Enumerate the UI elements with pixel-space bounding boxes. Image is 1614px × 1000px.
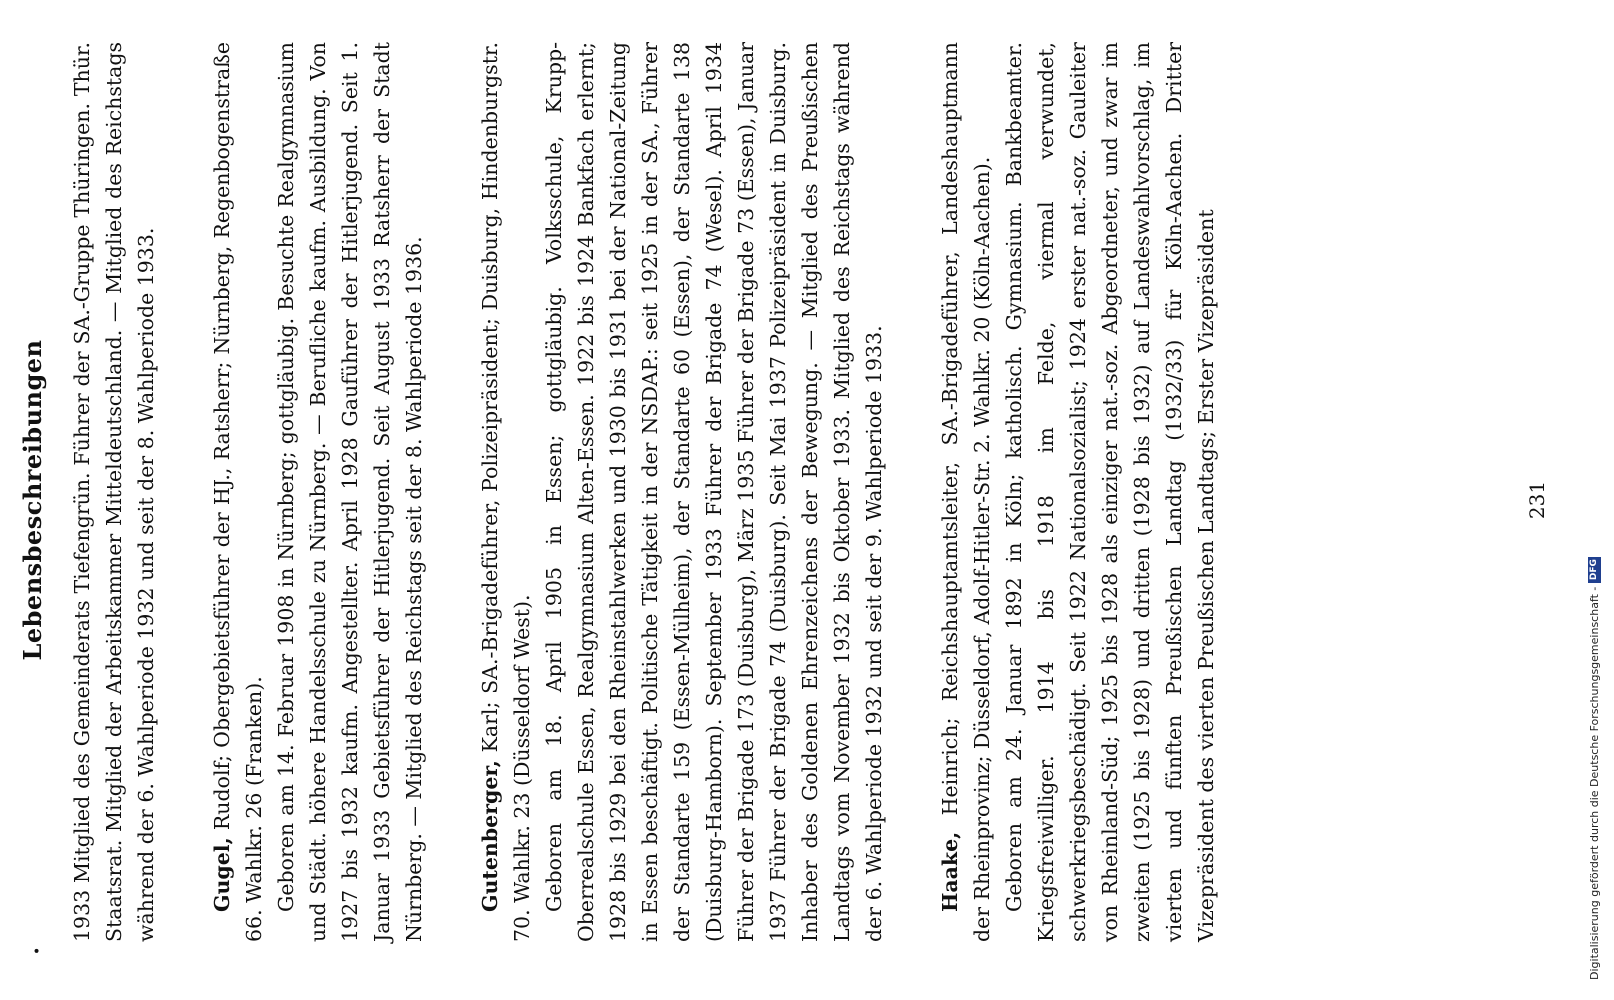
continuation-paragraph: 1933 Mitglied des Gemeinderats Tiefengrün. Führer der SA.-Gruppe Thüringen. Thür. Staatsrat. Mitglied der Arbeitskammer Mitteldeutschland. — Mitglied des Reichstags während der 6. Wahlperiode 1932 und seit der 8. Wahlperiode 1933. xyxy=(70,42,158,942)
entry-haake xyxy=(934,42,1222,942)
text-column xyxy=(66,42,1222,942)
dfg-logo-icon: DFG xyxy=(1588,557,1601,583)
entry-spacer xyxy=(890,42,934,942)
entry-gugel xyxy=(206,42,430,942)
dfg-footer xyxy=(1588,557,1601,980)
entry-header-text: Karl; SA.-Brigadeführer, Polizeipräsident; Duisburg, Hindenburgstr. 70. Wahlkr. 23 (Düsseldorf West). xyxy=(478,42,534,942)
entry-header xyxy=(934,42,998,942)
entry-header xyxy=(206,42,270,942)
entry-gutenberger xyxy=(474,42,890,942)
entry-name: Gutenberger, xyxy=(478,760,502,912)
running-head: Lebensbeschreibungen xyxy=(18,339,47,661)
entry-paragraph: Geboren am 18. April 1905 in Essen; gottgläubig. Volksschule, Krupp-Oberrealschule Essen, Realgymnasium Alten-Essen. 1922 bis 1924 Bankfach erlernt; 1928 bis 1929 bei den Rheinstahlwerken und 1930 bis 1931 bei der National-Zeitung in Essen beschäftigt. Politische Tätigkeit in der NSDAP.: seit 1925 in der SA., Führer der Standarte 159 (Essen-Mülheim), der Standarte 60 (Essen), der Standarte 138 (Duisburg-Hamborn). September 1933 Führer der Brigade 74 (Wesel). April 1934 Führer der Brigade 173 (Duisburg), März 1935 Führer der Brigade 73 (Essen), Januar 1937 Führer der Brigade 74 (Duisburg). Seit Mai 1937 Polizeipräsident in Duisburg. Inhaber des Goldenen Ehrenzeichens der Bewegung. — Mitglied des Preußischen Landtags vom November 1932 bis Oktober 1933. Mitglied des Reichstags während der 6. Wahlperiode 1932 und seit der 9. Wahlperiode 1933. xyxy=(542,42,886,942)
entry-name: Haake, xyxy=(938,831,962,912)
entry-spacer xyxy=(430,42,474,942)
entry-spacer xyxy=(162,42,206,942)
entry-header xyxy=(474,42,538,942)
footer-text: Digitalisierung gefördert durch die Deutsche Forschungsgemeinschaft - xyxy=(1588,586,1601,980)
entry-header-text: Heinrich; Reichshauptamtsleiter, SA.-Brigadeführer, Landeshauptmann der Rheinprovinz; Düsseldorf, Adolf-Hitler-Str. 2. Wahlkr. 20 (Köln-Aachen). xyxy=(938,42,994,942)
page-number: 231 xyxy=(1525,480,1549,520)
entry-name: Gugel, xyxy=(210,837,234,912)
head-dot: • xyxy=(30,946,46,955)
entry-header-text: Rudolf; Obergebietsführer der HJ., Ratsherr; Nürnberg, Regenbogenstraße 66. Wahlkr. 26 (Franken). xyxy=(210,42,266,942)
entry-paragraph: Geboren am 14. Februar 1908 in Nürnberg; gottgläubig. Besuchte Realgymnasium und Städt. höhere Handelsschule zu Nürnberg. — Berufliche kaufm. Ausbildung. Von 1927 bis 1932 kaufm. Angestellter. April 1928 Gauführer der Hitlerjugend. Seit 1. Januar 1933 Gebietsführer der Hitlerjugend. Seit August 1933 Ratsherr der Stadt Nürnberg. — Mitglied des Reichstags seit der 8. Wahlperiode 1936. xyxy=(274,42,426,942)
entry-paragraph: Geboren am 24. Januar 1892 in Köln; katholisch. Gymnasium. Bankbeamter. Kriegsfreiwilliger. 1914 bis 1918 im Felde, viermal verwundet, schwerkriegsbeschädigt. Seit 1922 Nationalsozialist; 1924 erster nat.-soz. Gauleiter von Rheinland-Süd; 1925 bis 1928 als einziger nat.-soz. Abgeordneter, und zwar im zweiten (1925 bis 1928) und dritten (1928 bis 1932) auf Landeswahlvorschlag, im vierten und fünften Preußischen Landtag (1932/33) für Köln-Aachen. Dritter Vizepräsident des vierten Preußischen Landtags; Erster Vizepräsident xyxy=(1002,42,1218,942)
